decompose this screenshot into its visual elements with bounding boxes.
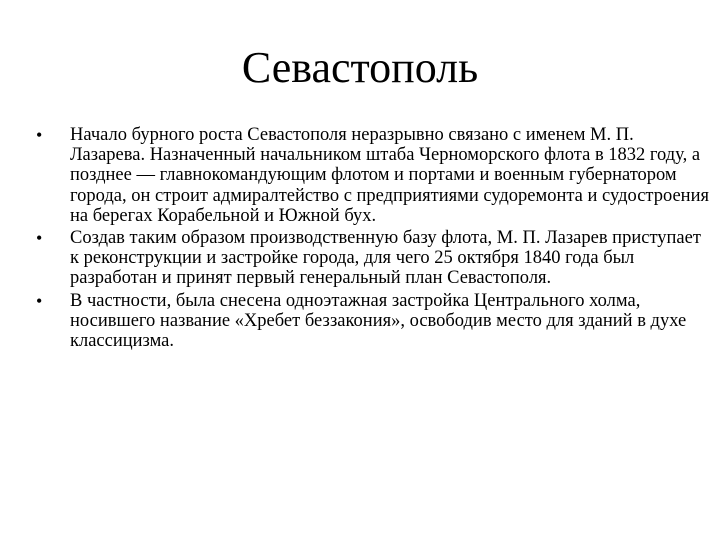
bullet-icon: • [36,125,43,145]
bullet-item [36,228,712,289]
bullet-item [36,125,712,226]
bullet-item [36,291,712,352]
bullet-list [36,125,712,353]
bullet-icon: • [36,228,43,249]
bullet-text: Начало бурного роста Севастополя неразрывно связано с именем М. П. Лазарева. Назначенный начальником штаба Черноморского флота в 1832 году, а позднее — главнокомандующим флотом и портами и военным губернатором города, он строит адмиралтейство с предприятиями судоремонта и судостроения на берегах Корабельной и Южной бух. [70,125,709,226]
bullet-text: В частности, была снесена одноэтажная застройка Центрального холма, носившего название «Хребет беззакония», освободив место для зданий в духе классицизма. [70,290,687,352]
slide-title: Севастополь [241,43,479,92]
bullet-text: Создав таким образом производственную базу флота, М. П. Лазарев приступает к реконструкции и застройке города, для чего 25 октября 1840 года был разработан и принят первый генеральный план Севастополя. [70,228,701,289]
bullet-icon: • [36,290,43,311]
